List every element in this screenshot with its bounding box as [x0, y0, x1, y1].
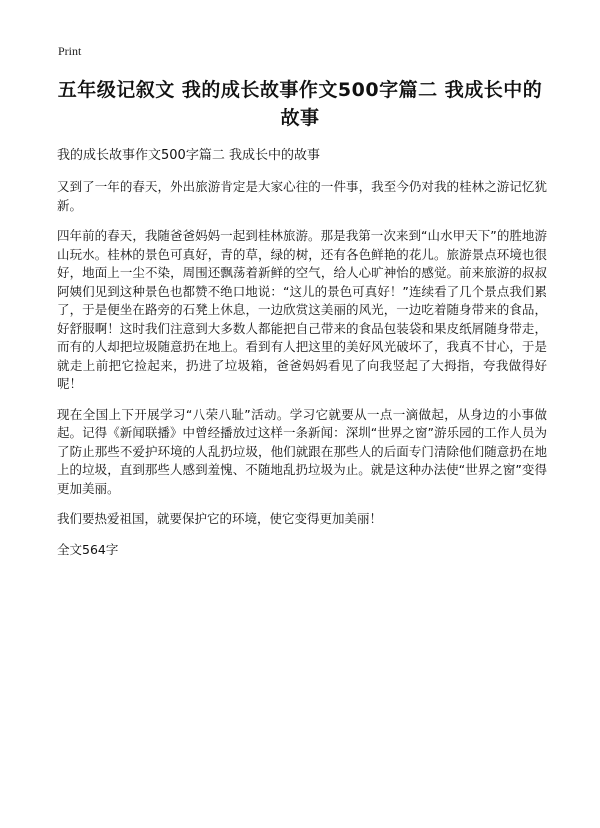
paragraph-1: 又到了一年的春天，外出旅游肯定是大家心往的一件事，我至今仍对我的桂林之游记忆犹新。 [57, 179, 547, 213]
article-body [57, 146, 547, 559]
paragraph-2: 四年前的春天，我随爸爸妈妈一起到桂林旅游。那是我第一次来到“山水甲天下”的胜地游山玩水。桂林的景色可真好，青的草，绿的树，还有各色鲜艳的花儿。旅游景点环境也很好，地面上一尘不染，周围还飘荡着新鲜的空气，给人心旷神怡的感觉。前来旅游的叔叔阿姨们见到这种景色也都赞不绝口地说：“这儿的景色可真好！”连续看了几个景点我们累了，于是便坐在路旁的石凳上休息，一边欣赏这美丽的风光，一边吃着随身带来的食品，好舒服啊！这时我们注意到大多数人都能把自己带来的食品包装袋和果皮纸屑随身带走，而有的人却把垃圾随意扔在地上。看到有人把这里的美好风光破坏了，我真不甘心，于是就走上前把它捡起来，扔进了垃圾箱，爸爸妈妈看见了向我竖起了大拇指，夸我做得好呢！ [57, 228, 547, 391]
article-subtitle: 我的成长故事作文500字篇二 我成长中的故事 [57, 148, 320, 163]
page-title: 五年级记叙文 我的成长故事作文500字篇二 我成长中的故事 [57, 79, 543, 129]
paragraph-3: 现在全国上下开展学习“八荣八耻”活动。学习它就要从一点一滴做起，从身边的小事做起。记得《新闻联播》中曾经播放过这样一条新闻：深圳“世界之窗”游乐园的工作人员为了防止那些不爱护环境的人乱扔垃圾，他们就跟在那些人的后面专门清除他们随意扔在地上的垃圾，直到那些人感到羞愧、不随地乱扔垃圾为止。就是这种办法使“世界之窗”变得更加美丽。 [57, 406, 547, 496]
print-link[interactable]: Print [58, 44, 82, 58]
paragraph-4: 我们要热爱祖国，就要保护它的环境，使它变得更加美丽！ [57, 511, 383, 526]
word-count: 全文564字 [57, 541, 119, 557]
